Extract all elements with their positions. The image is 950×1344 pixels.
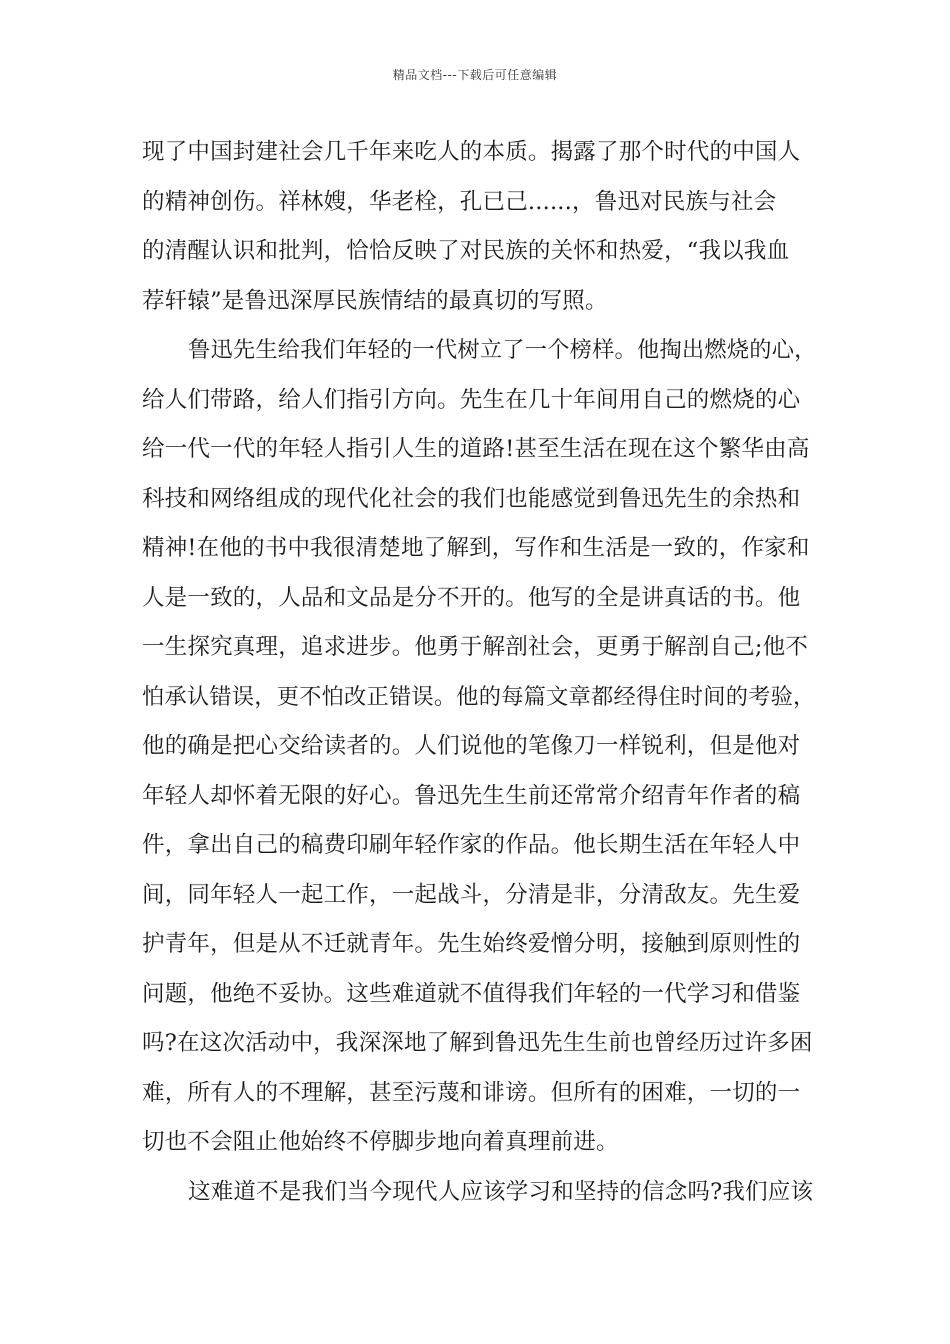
text-line: 吗?在这次活动中，我深深地了解到鲁迅先生生前也曾经历过许多困	[142, 1030, 813, 1056]
text-line: 的精神创伤。祥林嫂，华老栓，孔已己......，鲁迅对民族与社会	[142, 188, 777, 215]
text-line: 一生探究真理，追求进步。他勇于解剖社会，更勇于解剖自己;他不	[142, 634, 809, 660]
text-line: 荐轩辕”是鲁迅深厚民族情结的最真切的写照。	[142, 287, 608, 314]
paragraph-first-line: 这难道不是我们当今现代人应该学习和坚持的信念吗?我们应该	[188, 1178, 814, 1205]
text-line: 难，所有人的不理解，甚至污蔑和诽谤。但所有的困难，一切的一	[142, 1079, 801, 1106]
text-line: 年轻人却怀着无限的好心。鲁迅先生生前还常常介绍青年作者的稿	[142, 782, 801, 809]
text-line: 怕承认错误，更不怕改正错误。他的每篇文章都经得住时间的考验，	[142, 683, 816, 710]
text-line: 人是一致的，人品和文品是分不开的。他写的全是讲真话的书。他	[142, 584, 801, 611]
text-line: 给一代一代的年轻人指引人生的道路!甚至生活在现在这个繁华由高	[142, 436, 810, 462]
paragraph-first-line: 鲁迅先生给我们年轻的一代树立了一个榜样。他掏出燃烧的心，	[188, 337, 817, 363]
text-line: 科技和网络组成的现代化社会的我们也能感觉到鲁迅先生的余热和	[142, 485, 801, 512]
text-line: 件，拿出自己的稿费印刷年轻作家的作品。他长期生活在年轻人中	[142, 832, 801, 858]
text-line: 切也不会阻止他始终不停脚步地向着真理前进。	[142, 1129, 619, 1155]
text-line: 护青年，但是从不迁就青年。先生始终爱憎分明，接触到原则性的	[142, 931, 801, 957]
text-line: 精神!在他的书中我很清楚地了解到，写作和生活是一致的，作家和	[142, 535, 810, 561]
text-line: 给人们带路，给人们指引方向。先生在几十年间用自己的燃烧的心	[142, 386, 801, 413]
text-line: 问题，他绝不妥协。这些难道就不值得我们年轻的一代学习和借鉴	[142, 980, 801, 1007]
page-header: 精品文档---下载后可任意编辑	[392, 68, 558, 82]
text-line: 间，同年轻人一起工作，一起战斗，分清是非，分清敌友。先生爱	[142, 881, 801, 908]
document-body	[142, 128, 822, 1217]
text-line: 现了中国封建社会几千年来吃人的本质。揭露了那个时代的中国人	[142, 139, 801, 165]
text-line: 的清醒认识和批判，恰恰反映了对民族的关怀和热爱，“我以我血	[142, 238, 790, 264]
text-line: 他的确是把心交给读者的。人们说他的笔像刀一样锐利，但是他对	[142, 733, 801, 759]
